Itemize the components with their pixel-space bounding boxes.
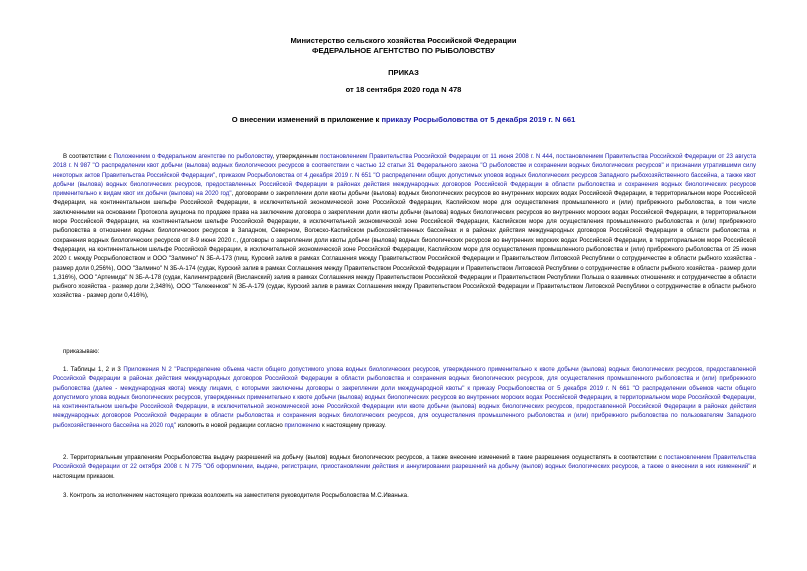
item-2-text-2: и настоящим приказом. [53, 463, 756, 480]
preamble-link-1[interactable]: Положением о Федеральном агентстве по рыболовству [113, 153, 273, 160]
item-3-text: 3. Контроль за исполнением настоящего приказа возложить на заместителя руководителя Росрыболовства М.С.Иванька. [63, 492, 409, 499]
doc-title [0, 115, 807, 125]
item-1 [53, 365, 756, 430]
preamble-text-5: , договорами о закреплении доли квоты добычи (вылова) водных биологических ресурсов во внутренних морских водах Российской Федерации, в территориальном море Российской Федерации, на континентальном шельфе Российской Федерации, в исключительной экономической зоне Российской Федерации, Каспийском море для осуществления промышленного и (или) прибрежного рыболовства, в том числе заключенными на основании Протокола аукциона по продаже права на заключение договора о закреплении доли квоты добычи (вылова) водных биологических ресурсов во внутренних морских водах Российской Федерации, в территориальном море Российской Федерации, на континентальном шельфе Российской Федерации, в исключительной экономической зоне Российской Федерации, Каспийском море для осуществления промышленного рыболовства и (или) прибрежного рыболовства в отношении водных биологических ресурсов в Западном, Северном, Волжско-Каспийском рыбохозяйственных бассейнах и в районах действия международных договоров Российской Федерации в области рыболовства и сохранения водных биологических ресурсов от 8-9 июня 2020 г., (договоры о закреплении доли квоты добычи (вылова) водных биологических ресурсов во внутренних морских водах Российской Федерации, в территориальном море Российской Федерации, на континентальном шельфе Российской Федерации, в исключительной экономической зоне Российской Федерации, Каспийском море для осуществления промышленного рыболовства и (или) прибрежного рыболовства от 25 июня 2020 г. между Росрыболовством и ООО "Залмино" N 3Б-А-173 (пищ. Курский залив в рамках Соглашения между Правительством Российской Федерации и Правительством Литовской Республики о сотрудничестве в области рыбного хозяйства - размер доли 0,256%), ООО "Залмино" N 3Б-А-174 (судак, Курский залив в рамках Соглашения между Правительством Российской Федерации и Правительством Литовской Республики о сотрудничестве в области рыбного хозяйства - размер доли 1,316%), ООО "Артемида" N 3Б-А-178 (судак, Калининградский (Висланский) залив в рамках Соглашения между Правительством Российской Федерации и Правительством Республики Польша о взаимных отношениях и сотрудничестве в области рыбного хозяйства - размер доли 2,348%), ООО "Тележенков" N 3Б-А-179 (судак, Курский залив в рамках Соглашения между Правительством Российской Федерации и Правительством Литовской Республики о сотрудничестве в области рыбного хозяйства - размер доли 0,416%), [53, 190, 756, 300]
item-1-link-2[interactable]: приложению [284, 421, 321, 429]
doc-title-prefix: О внесении изменений в приложение к [231, 115, 382, 124]
preamble-link-3[interactable]: постановлением Правительства Российской Федерации от 23 августа 2018 г. N 987 "О распределении квот добычи (вылова) водных биологических ресурсов в соответствии с частью 12 статьи 31 Федерального закона "О рыболовстве и сохранении водных биологических ресурсов" и признании утратившими силу некоторых актов Правительства Российской Федерации" [53, 153, 757, 179]
agency-name: ФЕДЕРАЛЬНОЕ АГЕНТСТВО ПО РЫБОЛОВСТВУ [312, 46, 495, 55]
preamble-link-2[interactable]: постановлением Правительства Российской Федерации от 11 июня 2008 г. N 444 [320, 153, 553, 160]
item-2-paragraph [53, 453, 756, 481]
ordered-line [53, 347, 756, 356]
preamble-link-4[interactable]: приказом Росрыболовства от 4 декабря 2019 г. N 651 "О распределении общих допустимых уловов водных биологических ресурсов Западного рыбохозяйственного бассейна, а также квот добычи (вылова) водных биологических ресурсов, предоставленных Российской Федерации в районах действия международных договоров Российской Федерации в области рыболовства и сохранения водных биологических ресурсов применительно к видам квот их добычи (вылова) на 2020 год" [53, 171, 757, 198]
item-1-text-1: 1. Таблицы 1, 2 и 3 [63, 366, 124, 373]
item-1-paragraph [53, 365, 756, 430]
doc-date-number: от 18 сентября 2020 года N 478 [345, 85, 462, 94]
preamble-text-4: , [215, 171, 219, 179]
doc-title-link[interactable]: приказу Росрыболовства от 5 декабря 2019 г. N 661 [381, 115, 576, 124]
item-1-text-3: к настоящему приказу. [320, 421, 386, 429]
preamble-text-1: В соответствии с [63, 153, 114, 160]
item-2 [53, 453, 756, 481]
item-2-link-1[interactable]: постановлением Правительства Российской Федерации от 22 октября 2008 г. N 775 "Об оформлении, выдаче, регистрации, приостановлении действия и аннулировании разрешений на добычу (вылов) водных биологических ресурсов, а также о внесении в них изменений" [53, 454, 756, 471]
item-1-text-2: изложить в новой редакции согласно [175, 421, 285, 429]
item-3 [53, 491, 756, 500]
ministry-name: Министерство сельского хозяйства Российской Федерации [290, 36, 517, 45]
ordered-text: приказываю: [63, 348, 100, 355]
preamble-paragraph [53, 152, 756, 301]
preamble-text-3: , [552, 153, 557, 160]
document-body [53, 152, 756, 301]
item-2-text-1: 2. Территориальным управлениям Росрыболовства выдачу разрешений на добычу (вылов) водных биологических ресурсов, а также внесение изменений в такие разрешения осуществлять в соответствии с [63, 454, 664, 461]
item-1-link-1[interactable]: Приложения N 2 "Распределение объема части общего допустимого улова водных биологических ресурсов, утвержденного применительно к квоте добычи (вылова) водных биологических ресурсов, предоставленной Российской Федерации в районах действия международных договоров Российской Федерации в области рыболовства и сохранения водных биологических ресурсов, для осуществления промышленного рыболовства и (или) прибрежного рыболовства (далее - международная квота) между лицами, с которыми заключены договоры о закреплении доли международной квоты" к приказу Росрыболовства от 5 декабря 2019 г. N 661 "О распределении объемов части общего допустимого улова водных биологических ресурсов, утвержденных применительно к квоте добычи (вылова) водных биологических ресурсов во внутренних морских водах Российской Федерации, в территориальном море Российской Федерации, на континентальном шельфе Российской Федерации, в исключительной экономической зоне Российской Федерации или квоте добычи (вылова) водных биологических ресурсов, предоставленной Российской Федерации в районах действия международных договоров Российской Федерации в области рыболовства и сохранения водных биологических ресурсов, для осуществления промышленного рыболовства и (или) прибрежного рыболовства по пользователям Западного рыбохозяйственного бассейна на 2020 год" [53, 366, 756, 429]
doc-type: ПРИКАЗ [388, 68, 419, 77]
preamble-text-2: , утвержденным [272, 153, 321, 160]
